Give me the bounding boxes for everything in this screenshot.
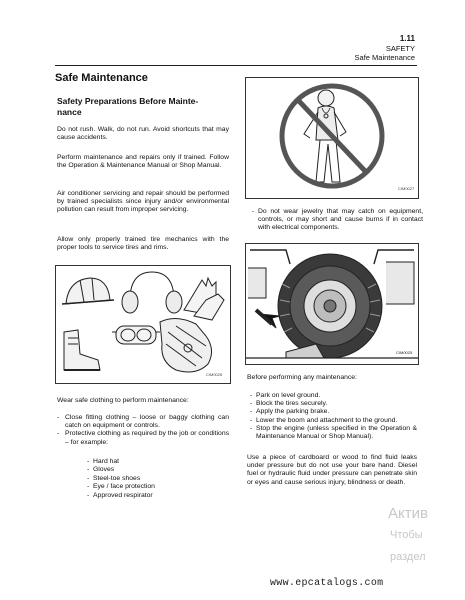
before-maintenance-steps [250, 392, 417, 441]
protective-items-list [87, 458, 227, 500]
list-item: - Approved respirator [87, 492, 227, 500]
before-maintenance-intro: Before performing any maintenance: [247, 374, 357, 381]
activation-watermark-line1: Актив [388, 505, 428, 522]
gloves-icon [184, 278, 224, 320]
site-watermark: www.epcatalogs.com [270, 578, 384, 589]
jewelry-note-text: Do not wear jewelry that may catch on equipment, controls, or may short and cause burns if in contact with electrical components. [258, 208, 423, 232]
wheel-loader-tire-illustration [246, 244, 418, 364]
paragraph-trained-only: Perform maintenance and repairs only if trained. Follow the Operation & Maintenance Manual or Shop Manual. [57, 154, 229, 170]
pointer-arrow-icon [256, 310, 280, 328]
blocked-tire-figure [245, 243, 419, 365]
goggles-icon [112, 326, 160, 344]
list-item: - Gloves [87, 466, 227, 474]
list-item: - Stop the engine (unless specified in the Operation & Maintenance Manual or Shop Manual). [250, 425, 417, 441]
jewelry-note: - Do not wear jewelry that may catch on equipment, controls, or may short and cause burns if in contact with electrical components. [252, 208, 423, 232]
list-item: - Lower the boom and attachment to the ground. [250, 417, 417, 425]
section-number: 1.11 [399, 34, 415, 43]
page-header [355, 34, 415, 63]
jewelry-warning-figure [245, 77, 419, 199]
hard-hat-icon [62, 278, 114, 304]
page-title: Safe Maintenance [55, 72, 148, 84]
paragraph-air-conditioner: Air conditioner servicing and repair should be performed by trained specialists since injury and/or environmental pollution can result from improper servicing. [57, 190, 229, 214]
activation-watermark-line3: раздел [390, 551, 426, 563]
list-item: - Steel-toe shoes [87, 475, 227, 483]
paragraph-tire-mechanics: Allow only properly trained tire mechanics with the proper tools to service tires and rims. [57, 236, 229, 252]
list-item: - Park on level ground. [250, 392, 417, 400]
list-item: - Eye / face protection [87, 483, 227, 491]
chapter-name: SAFETY [385, 43, 415, 53]
worker-figure-icon [304, 90, 346, 182]
header-rule [55, 65, 417, 66]
fluid-leak-paragraph: Use a piece of cardboard or wood to find fluid leaks under pressure but do not use your bare hand. Diesel fuel or hydraulic fluid under pressure can penetrate skin or eyes and cause serious injury, blindness or death. [247, 454, 417, 486]
list-item: - Hard hat [87, 458, 227, 466]
clothing-intro: Wear safe clothing to perform maintenance: [57, 397, 189, 404]
figure-code-wheel: CIM0025 [396, 350, 413, 355]
safety-boot-icon [64, 330, 100, 370]
activation-watermark-line2: Чтобы [390, 529, 423, 541]
clothing-rules-list [57, 414, 229, 447]
topic-name: Safe Maintenance [354, 53, 415, 62]
list-item: - Close fitting clothing – loose or baggy clothing can catch on equipment or controls. [57, 414, 229, 430]
protective-gear-illustration [56, 266, 230, 383]
paragraph-no-rush: Do not rush. Walk, do not run. Avoid shortcuts that may cause accidents. [57, 126, 229, 142]
list-item: - Protective clothing as required by the job or conditions – for example: [57, 430, 229, 446]
ear-muffs-icon [122, 272, 182, 313]
list-item: - Block the tires securely. [250, 400, 417, 408]
list-item: - Apply the parking brake. [250, 408, 417, 416]
jewelry-prohibited-illustration [246, 78, 418, 198]
figure-code-jewelry: CIM0027 [398, 186, 415, 191]
respirator-icon [160, 318, 212, 372]
section-subtitle: Safety Preparations Before Mainte-nance [57, 96, 199, 117]
protective-clothing-figure [55, 265, 231, 384]
figure-code-clothing: CIM0026 [206, 372, 223, 377]
tire-icon [278, 254, 382, 358]
